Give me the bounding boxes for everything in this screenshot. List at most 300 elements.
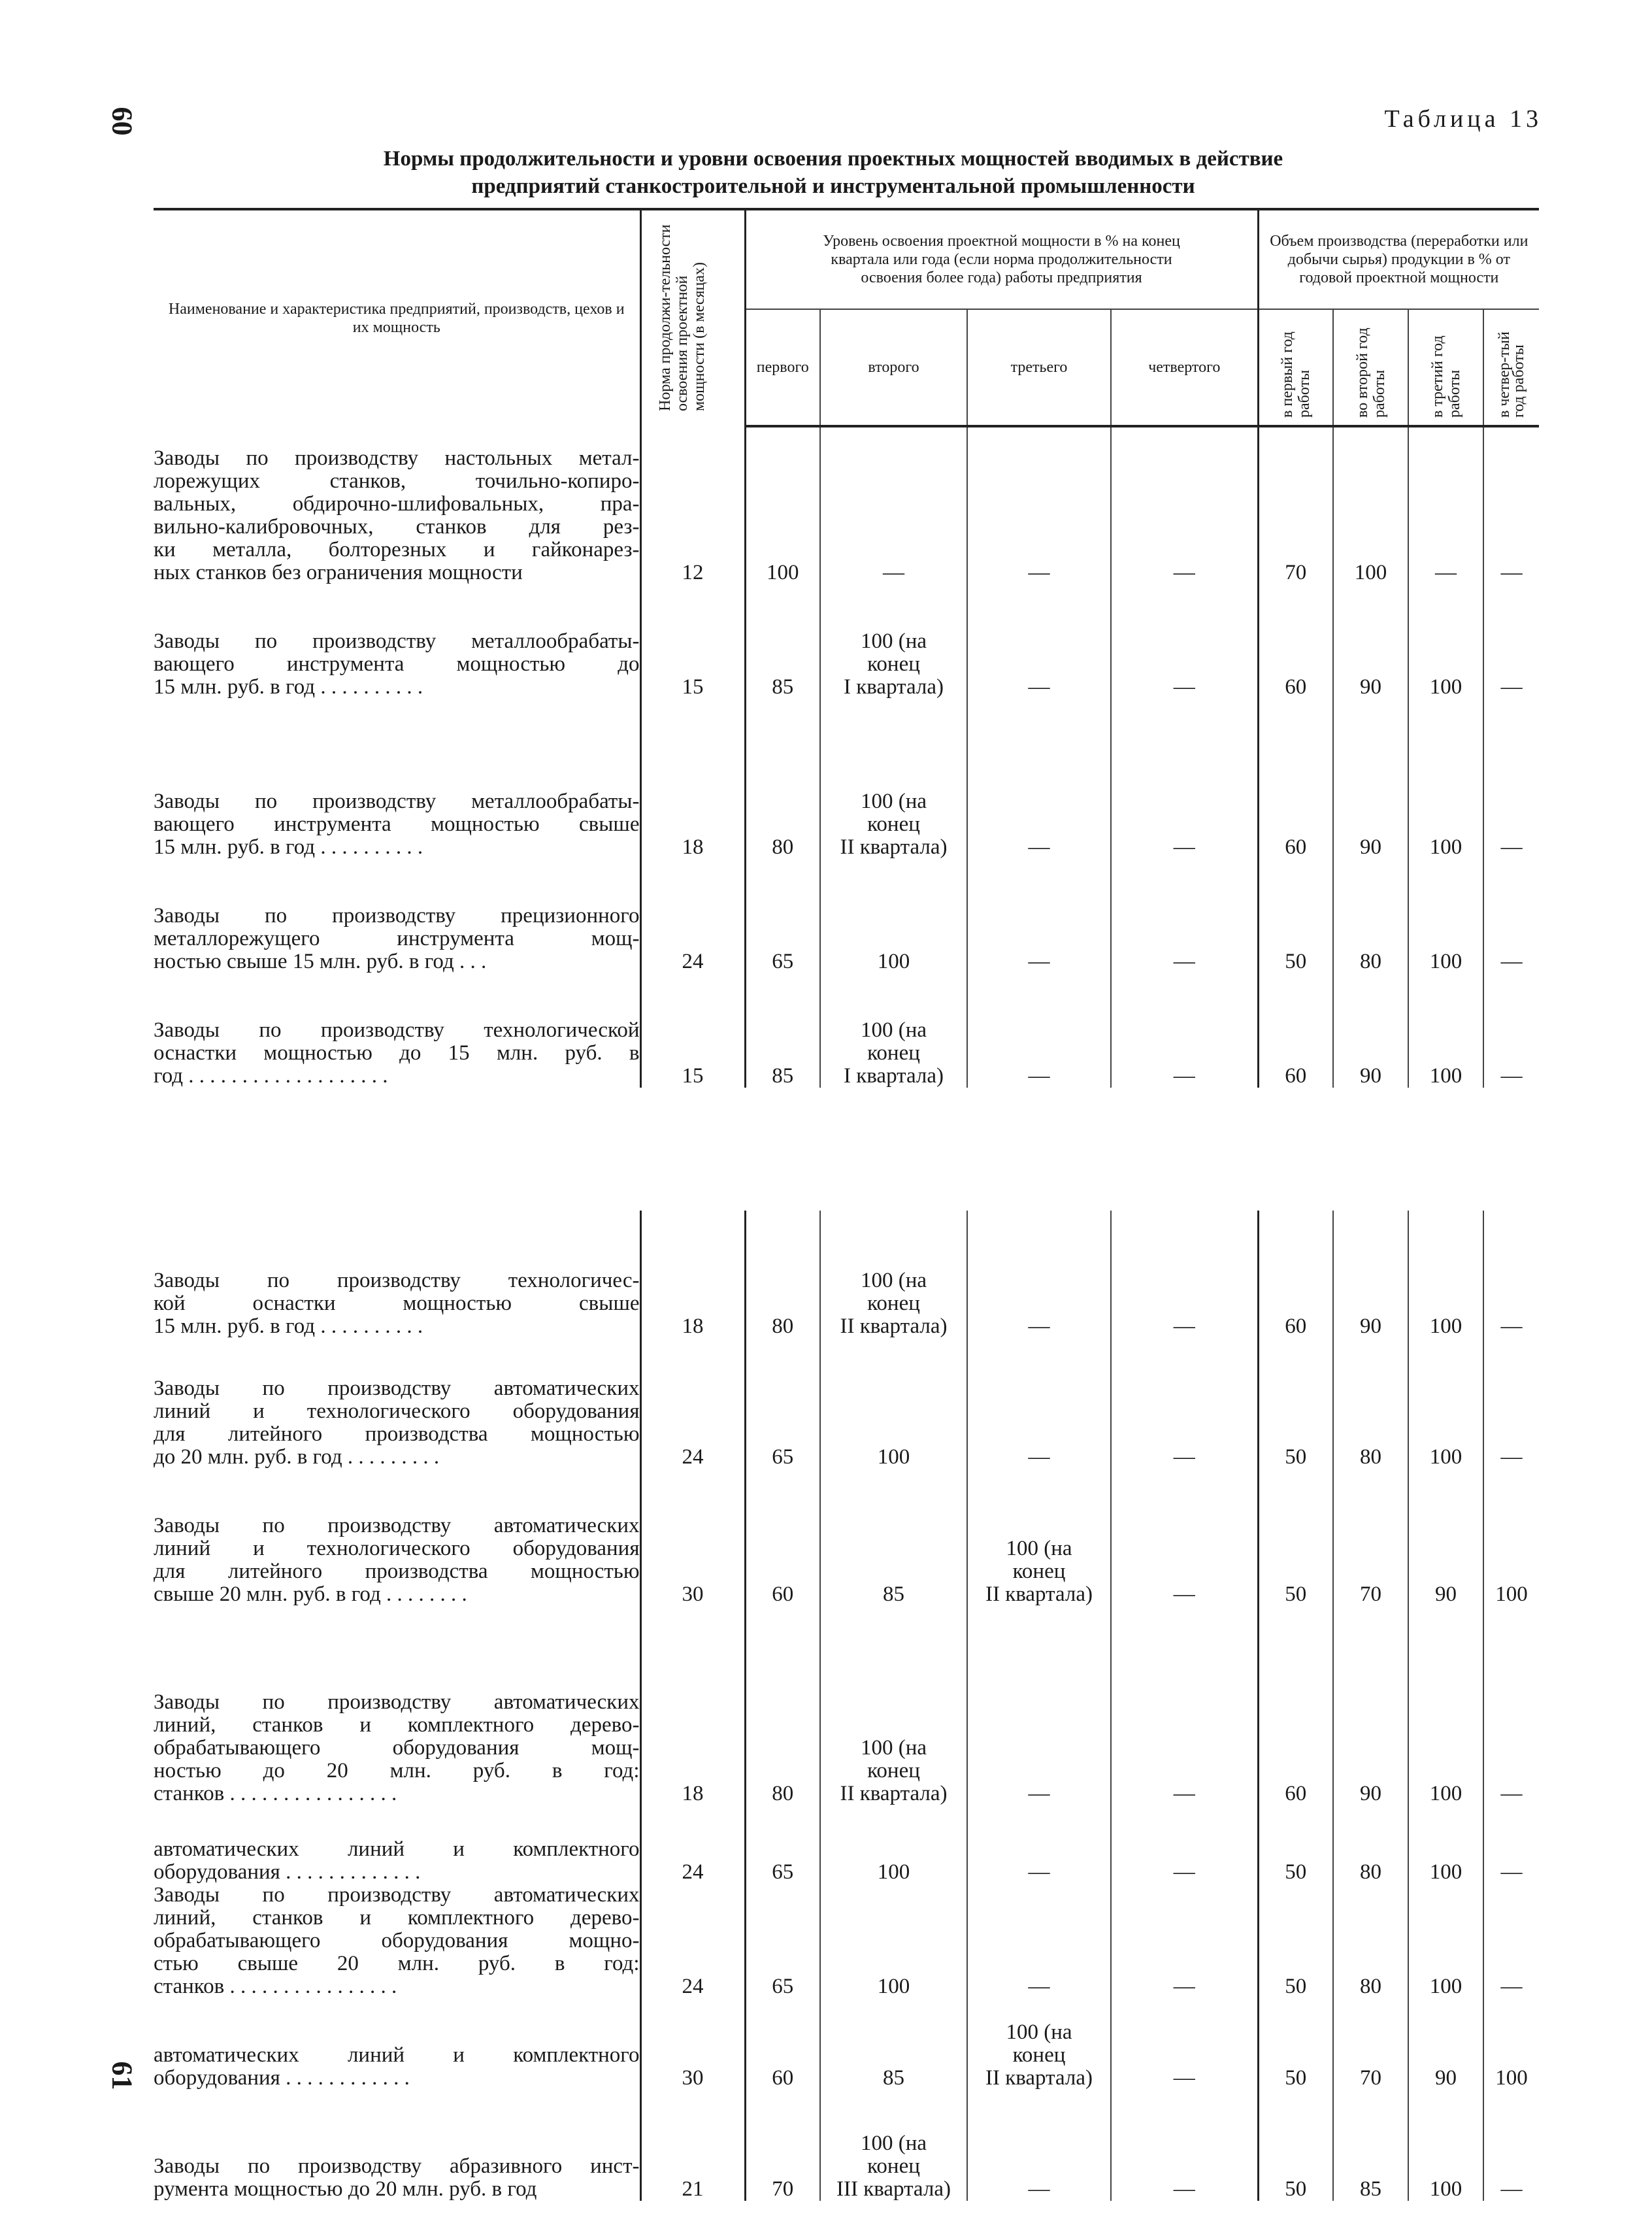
cell-value: 100 (на конец III квартала) bbox=[836, 2132, 951, 2201]
gap-cell bbox=[1408, 2090, 1483, 2109]
cell-norm bbox=[640, 744, 745, 859]
cell-value: 70 bbox=[1360, 1582, 1381, 1606]
cell-value: — bbox=[1173, 1782, 1195, 1805]
cell-y2 bbox=[1333, 1377, 1408, 1469]
cell-value: — bbox=[1028, 1975, 1050, 1998]
cell-value: 100 (на конец II квартала) bbox=[840, 1736, 948, 1805]
row-name-line: Заводы по производству металлообрабаты- bbox=[154, 790, 640, 813]
page-number-top: 60 bbox=[106, 107, 139, 136]
cell-norm bbox=[640, 447, 745, 584]
gap-cell bbox=[1111, 699, 1258, 744]
cell-q3 bbox=[967, 584, 1111, 699]
cell-value: — bbox=[1173, 561, 1195, 584]
cell-value: — bbox=[1028, 1860, 1050, 1884]
row-name-line: Заводы по производству металлообрабаты- bbox=[154, 629, 640, 653]
cell-value: 100 bbox=[1429, 1314, 1462, 1338]
cell-value: 85 bbox=[883, 1582, 904, 1606]
cell-y3 bbox=[1408, 744, 1483, 859]
cell-y2 bbox=[1333, 973, 1408, 1088]
gap-cell bbox=[1258, 2090, 1333, 2109]
row-name bbox=[154, 1224, 640, 1338]
row-gap bbox=[154, 1805, 1539, 1838]
cell-q1 bbox=[745, 1377, 820, 1469]
header-level-q2: второго bbox=[820, 309, 967, 426]
cell-y1 bbox=[1258, 744, 1333, 859]
row-name bbox=[154, 1998, 640, 2090]
cell-y2 bbox=[1333, 1224, 1408, 1338]
gap-cell bbox=[1111, 1338, 1258, 1377]
cell-value: 24 bbox=[682, 1860, 704, 1884]
page-title bbox=[196, 145, 1470, 200]
table-row bbox=[154, 1998, 1539, 2090]
header-volume-y4: в четвер-тый год работы bbox=[1483, 309, 1539, 426]
row-name-line: 15 млн. руб. в год . . . . . . . . . . bbox=[154, 675, 423, 699]
cell-q3 bbox=[967, 1224, 1111, 1338]
gap-cell bbox=[1408, 1338, 1483, 1377]
row-gap bbox=[154, 426, 1539, 447]
cell-y3 bbox=[1408, 1645, 1483, 1805]
cell-value: 85 bbox=[772, 675, 794, 699]
cell-y4 bbox=[1483, 1838, 1539, 1884]
gap-cell bbox=[820, 699, 967, 744]
cell-value: 50 bbox=[1285, 1445, 1307, 1469]
cell-value: — bbox=[1173, 2177, 1195, 2201]
gap-cell bbox=[967, 1338, 1111, 1377]
cell-value: — bbox=[1173, 1582, 1195, 1606]
title-line-1: Нормы продолжительности и уровни освоения проектных мощностей вводимых в действие bbox=[383, 147, 1283, 171]
cell-value: 24 bbox=[682, 950, 704, 973]
cell-value: — bbox=[1500, 1445, 1523, 1469]
row-name bbox=[154, 973, 640, 1088]
cell-value: — bbox=[1028, 1314, 1050, 1338]
cell-value: 50 bbox=[1285, 1975, 1307, 1998]
cell-q1 bbox=[745, 1998, 820, 2090]
cell-value: 85 bbox=[772, 1064, 794, 1088]
cell-norm bbox=[640, 1884, 745, 1998]
header-level-q1: первого bbox=[745, 309, 820, 426]
gap-cell bbox=[154, 1338, 640, 1377]
gap-cell bbox=[745, 859, 820, 905]
row-name-line: Заводы по производству технологичес- bbox=[154, 1269, 640, 1292]
cell-y1 bbox=[1258, 1469, 1333, 1606]
gap-cell bbox=[1333, 1805, 1408, 1838]
cell-q1 bbox=[745, 973, 820, 1088]
gap-cell bbox=[1408, 1805, 1483, 1838]
cell-q3 bbox=[967, 1645, 1111, 1805]
row-name-line: вающего инструмента мощностью свыше bbox=[154, 812, 640, 836]
gap-cell bbox=[820, 1606, 967, 1645]
cell-y4 bbox=[1483, 1998, 1539, 2090]
table-row bbox=[154, 1224, 1539, 1338]
cell-value: 85 bbox=[883, 2066, 904, 2090]
cell-y2 bbox=[1333, 905, 1408, 973]
table-row bbox=[154, 905, 1539, 973]
cell-q4 bbox=[1111, 1645, 1258, 1805]
cell-y3 bbox=[1408, 1884, 1483, 1998]
cell-value: 24 bbox=[682, 1975, 704, 1998]
table-row bbox=[154, 1884, 1539, 1998]
cell-q4 bbox=[1111, 584, 1258, 699]
gap-cell bbox=[820, 1211, 967, 1224]
cell-value: 100 bbox=[877, 1975, 910, 1998]
cell-y2 bbox=[1333, 744, 1408, 859]
gap-cell bbox=[745, 2090, 820, 2109]
cell-value: 15 bbox=[682, 675, 704, 699]
cell-q3 bbox=[967, 1377, 1111, 1469]
gap-cell bbox=[967, 1606, 1111, 1645]
table-row bbox=[154, 744, 1539, 859]
cell-value: 90 bbox=[1360, 675, 1382, 699]
cell-value: 100 bbox=[1429, 950, 1462, 973]
row-gap bbox=[154, 1338, 1539, 1377]
row-name-line: Заводы по производству автоматических bbox=[154, 1377, 640, 1400]
cell-value: — bbox=[1028, 950, 1050, 973]
cell-value: 90 bbox=[1360, 1064, 1382, 1088]
row-name bbox=[154, 1838, 640, 1884]
cell-value: 90 bbox=[1360, 1314, 1381, 1338]
cell-q3 bbox=[967, 2109, 1111, 2201]
gap-cell bbox=[967, 426, 1111, 447]
row-gap bbox=[154, 859, 1539, 905]
row-gap bbox=[154, 1606, 1539, 1645]
row-name bbox=[154, 905, 640, 973]
gap-cell bbox=[745, 1606, 820, 1645]
header-level-group: Уровень освоения проектной мощности в % на конец квартала или года (если норма продолжительности освоения более года) работы предприятия bbox=[745, 209, 1258, 309]
cell-value: 100 bbox=[1429, 2177, 1462, 2201]
cell-value: 60 bbox=[1285, 1314, 1307, 1338]
cell-value: 100 bbox=[877, 950, 910, 973]
cell-q1 bbox=[745, 905, 820, 973]
gap-cell bbox=[1483, 1805, 1539, 1838]
gap-cell bbox=[1333, 1211, 1408, 1224]
row-name-line: стью свыше 20 млн. руб. в год: bbox=[154, 1952, 640, 1975]
header-name-col: Наименование и характеристика предприятий, производств, цехов и их мощность bbox=[154, 209, 640, 426]
gap-cell bbox=[1258, 426, 1333, 447]
cell-q3 bbox=[967, 1838, 1111, 1884]
table-row bbox=[154, 2109, 1539, 2201]
row-name-line: оборудования . . . . . . . . . . . . bbox=[154, 2066, 410, 2090]
gap-cell bbox=[1111, 1211, 1258, 1224]
gap-cell bbox=[967, 1805, 1111, 1838]
gap-cell bbox=[1408, 1606, 1483, 1645]
cell-norm bbox=[640, 584, 745, 699]
gap-cell bbox=[154, 426, 640, 447]
gap-cell bbox=[1258, 699, 1333, 744]
cell-value: 50 bbox=[1285, 2177, 1307, 2201]
gap-cell bbox=[1483, 1211, 1539, 1224]
cell-y4 bbox=[1483, 1469, 1539, 1606]
cell-y2 bbox=[1333, 1998, 1408, 2090]
cell-norm bbox=[640, 1377, 745, 1469]
cell-norm bbox=[640, 905, 745, 973]
gap-cell bbox=[1333, 1606, 1408, 1645]
norms-table-part-2 bbox=[154, 1211, 1539, 2201]
gap-cell bbox=[1258, 1338, 1333, 1377]
cell-value: 100 (на конец I квартала) bbox=[844, 629, 944, 699]
cell-value: — bbox=[1173, 1445, 1195, 1469]
cell-value: 18 bbox=[682, 835, 704, 859]
gap-cell bbox=[640, 1805, 745, 1838]
cell-y4 bbox=[1483, 1884, 1539, 1998]
cell-value: 50 bbox=[1285, 2066, 1307, 2090]
cell-q2 bbox=[820, 1377, 967, 1469]
gap-cell bbox=[820, 1805, 967, 1838]
row-name-line: для литейного производства мощностью bbox=[154, 1560, 640, 1583]
cell-norm bbox=[640, 2109, 745, 2201]
row-name-line: для литейного производства мощностью bbox=[154, 1422, 640, 1446]
cell-norm bbox=[640, 1998, 745, 2090]
cell-y3 bbox=[1408, 1998, 1483, 2090]
cell-value: — bbox=[1500, 561, 1523, 584]
row-name-line: металлорежущего инструмента мощ- bbox=[154, 927, 640, 950]
gap-cell bbox=[820, 859, 967, 905]
gap-cell bbox=[1258, 1211, 1333, 1224]
cell-q1 bbox=[745, 1838, 820, 1884]
cell-q4 bbox=[1111, 1377, 1258, 1469]
gap-cell bbox=[1333, 2090, 1408, 2109]
cell-y3 bbox=[1408, 584, 1483, 699]
cell-value: 50 bbox=[1285, 950, 1307, 973]
cell-value: — bbox=[1500, 950, 1523, 973]
cell-value: 60 bbox=[1285, 1064, 1307, 1088]
cell-value: — bbox=[1500, 1064, 1523, 1088]
gap-cell bbox=[745, 426, 820, 447]
table-body-2 bbox=[154, 1211, 1539, 2201]
cell-q3 bbox=[967, 1469, 1111, 1606]
row-name bbox=[154, 744, 640, 859]
row-name-line: год . . . . . . . . . . . . . . . . . . . bbox=[154, 1064, 388, 1088]
cell-value: 100 (на конец II квартала) bbox=[840, 790, 948, 859]
cell-value: 18 bbox=[682, 1782, 704, 1805]
gap-cell bbox=[1258, 1606, 1333, 1645]
row-name-line: Заводы по производству настольных метал- bbox=[154, 446, 640, 470]
cell-value: 65 bbox=[772, 1860, 794, 1884]
cell-q2 bbox=[820, 744, 967, 859]
cell-y4 bbox=[1483, 1377, 1539, 1469]
gap-cell bbox=[1483, 699, 1539, 744]
header-norm-col: Норма продолжи-тельности освоения проектной мощности (в месяцах) bbox=[640, 209, 745, 426]
table-body-1 bbox=[154, 426, 1539, 1088]
cell-y4 bbox=[1483, 584, 1539, 699]
cell-value: — bbox=[1028, 1782, 1050, 1805]
cell-value: 100 bbox=[1495, 2066, 1528, 2090]
cell-q4 bbox=[1111, 973, 1258, 1088]
gap-cell bbox=[1111, 859, 1258, 905]
row-name bbox=[154, 1377, 640, 1469]
gap-cell bbox=[967, 859, 1111, 905]
gap-cell bbox=[1483, 1606, 1539, 1645]
row-name-line: Заводы по производству прецизионного bbox=[154, 904, 640, 928]
cell-value: 100 (на конец II квартала) bbox=[985, 2020, 1093, 2090]
cell-value: 90 bbox=[1360, 1782, 1381, 1805]
row-name-line: ных станков без ограничения мощности bbox=[154, 561, 523, 584]
cell-value: — bbox=[1500, 1314, 1523, 1338]
row-name-line: оснастки мощностью до 15 млн. руб. в bbox=[154, 1041, 640, 1065]
cell-value: 60 bbox=[772, 2066, 794, 2090]
cell-value: 100 (на конец II квартала) bbox=[840, 1269, 948, 1338]
cell-y4 bbox=[1483, 973, 1539, 1088]
table-label: Таблица 13 bbox=[1384, 105, 1542, 133]
cell-value: 60 bbox=[1285, 675, 1307, 699]
cell-value: 80 bbox=[772, 1782, 794, 1805]
header-level-q4: четвертого bbox=[1111, 309, 1258, 426]
cell-value: 85 bbox=[1360, 2177, 1381, 2201]
row-name-line: Заводы по производству автоматических bbox=[154, 1514, 640, 1537]
row-name-line: 15 млн. руб. в год . . . . . . . . . . bbox=[154, 835, 423, 859]
row-name-line: вальных, обдирочно-шлифовальных, пра- bbox=[154, 492, 640, 516]
cell-value: 100 bbox=[1429, 1860, 1462, 1884]
table-row bbox=[154, 447, 1539, 584]
gap-cell bbox=[1111, 426, 1258, 447]
gap-cell bbox=[1408, 426, 1483, 447]
cell-value: 100 bbox=[877, 1860, 910, 1884]
cell-q1 bbox=[745, 1224, 820, 1338]
gap-cell bbox=[820, 2090, 967, 2109]
cell-q1 bbox=[745, 1645, 820, 1805]
cell-q2 bbox=[820, 905, 967, 973]
cell-q2 bbox=[820, 1998, 967, 2090]
gap-cell bbox=[154, 1211, 640, 1224]
cell-q2 bbox=[820, 973, 967, 1088]
cell-value: 65 bbox=[772, 1975, 794, 1998]
cell-value: 50 bbox=[1285, 1582, 1307, 1606]
gap-cell bbox=[1333, 699, 1408, 744]
cell-y1 bbox=[1258, 1377, 1333, 1469]
row-name-line: лорежущих станков, точильно-копиро- bbox=[154, 469, 640, 493]
gap-cell bbox=[640, 1606, 745, 1645]
row-name bbox=[154, 584, 640, 699]
cell-y4 bbox=[1483, 447, 1539, 584]
gap-cell bbox=[1483, 426, 1539, 447]
cell-q4 bbox=[1111, 1838, 1258, 1884]
cell-q4 bbox=[1111, 1998, 1258, 2090]
gap-cell bbox=[154, 859, 640, 905]
cell-value: — bbox=[1500, 675, 1523, 699]
row-name-line: ностью свыше 15 млн. руб. в год . . . bbox=[154, 950, 487, 973]
cell-value: 70 bbox=[1285, 561, 1307, 584]
cell-value: 100 bbox=[767, 561, 799, 584]
cell-value: 24 bbox=[682, 1445, 704, 1469]
cell-value: 100 bbox=[877, 1445, 910, 1469]
cell-q4 bbox=[1111, 905, 1258, 973]
cell-q4 bbox=[1111, 1224, 1258, 1338]
cell-y2 bbox=[1333, 447, 1408, 584]
row-name-line: 15 млн. руб. в год . . . . . . . . . . bbox=[154, 1314, 423, 1338]
row-name-line: ки металла, болторезных и гайконарез- bbox=[154, 538, 640, 561]
cell-y1 bbox=[1258, 2109, 1333, 2201]
cell-y4 bbox=[1483, 1224, 1539, 1338]
row-name-line: румента мощностью до 20 млн. руб. в год bbox=[154, 2177, 537, 2201]
cell-y1 bbox=[1258, 1884, 1333, 1998]
row-name bbox=[154, 1884, 640, 1998]
cell-norm bbox=[640, 1838, 745, 1884]
cell-value: 100 bbox=[1429, 835, 1462, 859]
row-name-line: Заводы по производству автоматических bbox=[154, 1690, 640, 1714]
gap-cell bbox=[640, 699, 745, 744]
cell-q2 bbox=[820, 1469, 967, 1606]
row-name-line: линий, станков и комплектного дерево- bbox=[154, 1906, 640, 1930]
gap-cell bbox=[1258, 859, 1333, 905]
cell-y1 bbox=[1258, 973, 1333, 1088]
cell-value: — bbox=[1173, 675, 1195, 699]
table-row bbox=[154, 1469, 1539, 1606]
cell-q3 bbox=[967, 1884, 1111, 1998]
cell-y2 bbox=[1333, 2109, 1408, 2201]
cell-value: 90 bbox=[1435, 2066, 1457, 2090]
header-volume-group: Объем производства (переработки или добычи сырья) продукции в % от годовой проектной мощности bbox=[1258, 209, 1539, 309]
cell-value: — bbox=[1500, 1975, 1523, 1998]
row-name-line: обрабатывающего оборудования мощ- bbox=[154, 1736, 640, 1760]
gap-cell bbox=[967, 1211, 1111, 1224]
cell-norm bbox=[640, 973, 745, 1088]
cell-q2 bbox=[820, 584, 967, 699]
row-name-line: вильно-калибровочных, станков для рез- bbox=[154, 515, 640, 539]
row-name-line: линий, станков и комплектного дерево- bbox=[154, 1713, 640, 1737]
header-volume-y1: в первый год работы bbox=[1258, 309, 1333, 426]
cell-norm bbox=[640, 1224, 745, 1338]
gap-cell bbox=[820, 426, 967, 447]
row-name-line: Заводы по производству технологической bbox=[154, 1018, 640, 1042]
row-name-line: Заводы по производству абразивного инст- bbox=[154, 2154, 640, 2178]
cell-y3 bbox=[1408, 1469, 1483, 1606]
row-gap bbox=[154, 1211, 1539, 1224]
gap-cell bbox=[1408, 1211, 1483, 1224]
cell-value: 100 (на конец I квартала) bbox=[844, 1018, 944, 1088]
cell-value: 60 bbox=[1285, 835, 1307, 859]
cell-value: 90 bbox=[1435, 1582, 1457, 1606]
cell-y4 bbox=[1483, 1645, 1539, 1805]
row-name bbox=[154, 1469, 640, 1606]
gap-cell bbox=[154, 2090, 640, 2109]
page-number-bottom: 61 bbox=[106, 2061, 139, 2090]
gap-cell bbox=[640, 859, 745, 905]
cell-value: — bbox=[1500, 1860, 1523, 1884]
cell-value: 90 bbox=[1360, 835, 1382, 859]
table-row bbox=[154, 1838, 1539, 1884]
row-name-line: вающего инструмента мощностью до bbox=[154, 652, 640, 676]
cell-value: 100 (на конец II квартала) bbox=[985, 1537, 1093, 1606]
gap-cell bbox=[1483, 2090, 1539, 2109]
cell-value: — bbox=[1028, 561, 1050, 584]
gap-cell bbox=[745, 1805, 820, 1838]
gap-cell bbox=[640, 426, 745, 447]
cell-value: 30 bbox=[682, 2066, 704, 2090]
row-name-line: оборудования . . . . . . . . . . . . . bbox=[154, 1860, 421, 1884]
gap-cell bbox=[967, 699, 1111, 744]
table-row bbox=[154, 584, 1539, 699]
cell-q4 bbox=[1111, 2109, 1258, 2201]
gap-cell bbox=[640, 2090, 745, 2109]
cell-value: 80 bbox=[1360, 1445, 1381, 1469]
cell-y3 bbox=[1408, 447, 1483, 584]
cell-value: — bbox=[1435, 561, 1457, 584]
header-level-q3: третьего bbox=[967, 309, 1111, 426]
row-name-line: ностью до 20 млн. руб. в год: bbox=[154, 1759, 640, 1782]
gap-cell bbox=[967, 2090, 1111, 2109]
cell-value: — bbox=[1173, 1975, 1195, 1998]
cell-q1 bbox=[745, 2109, 820, 2201]
cell-value: — bbox=[1173, 1064, 1195, 1088]
table-row bbox=[154, 1645, 1539, 1805]
gap-cell bbox=[1333, 1338, 1408, 1377]
row-name-line: обрабатывающего оборудования мощно- bbox=[154, 1929, 640, 1952]
cell-value: 100 bbox=[1429, 1782, 1462, 1805]
cell-q1 bbox=[745, 447, 820, 584]
cell-value: 18 bbox=[682, 1314, 704, 1338]
cell-q4 bbox=[1111, 1469, 1258, 1606]
row-name-line: автоматических линий и комплектного bbox=[154, 2043, 640, 2067]
cell-q4 bbox=[1111, 744, 1258, 859]
